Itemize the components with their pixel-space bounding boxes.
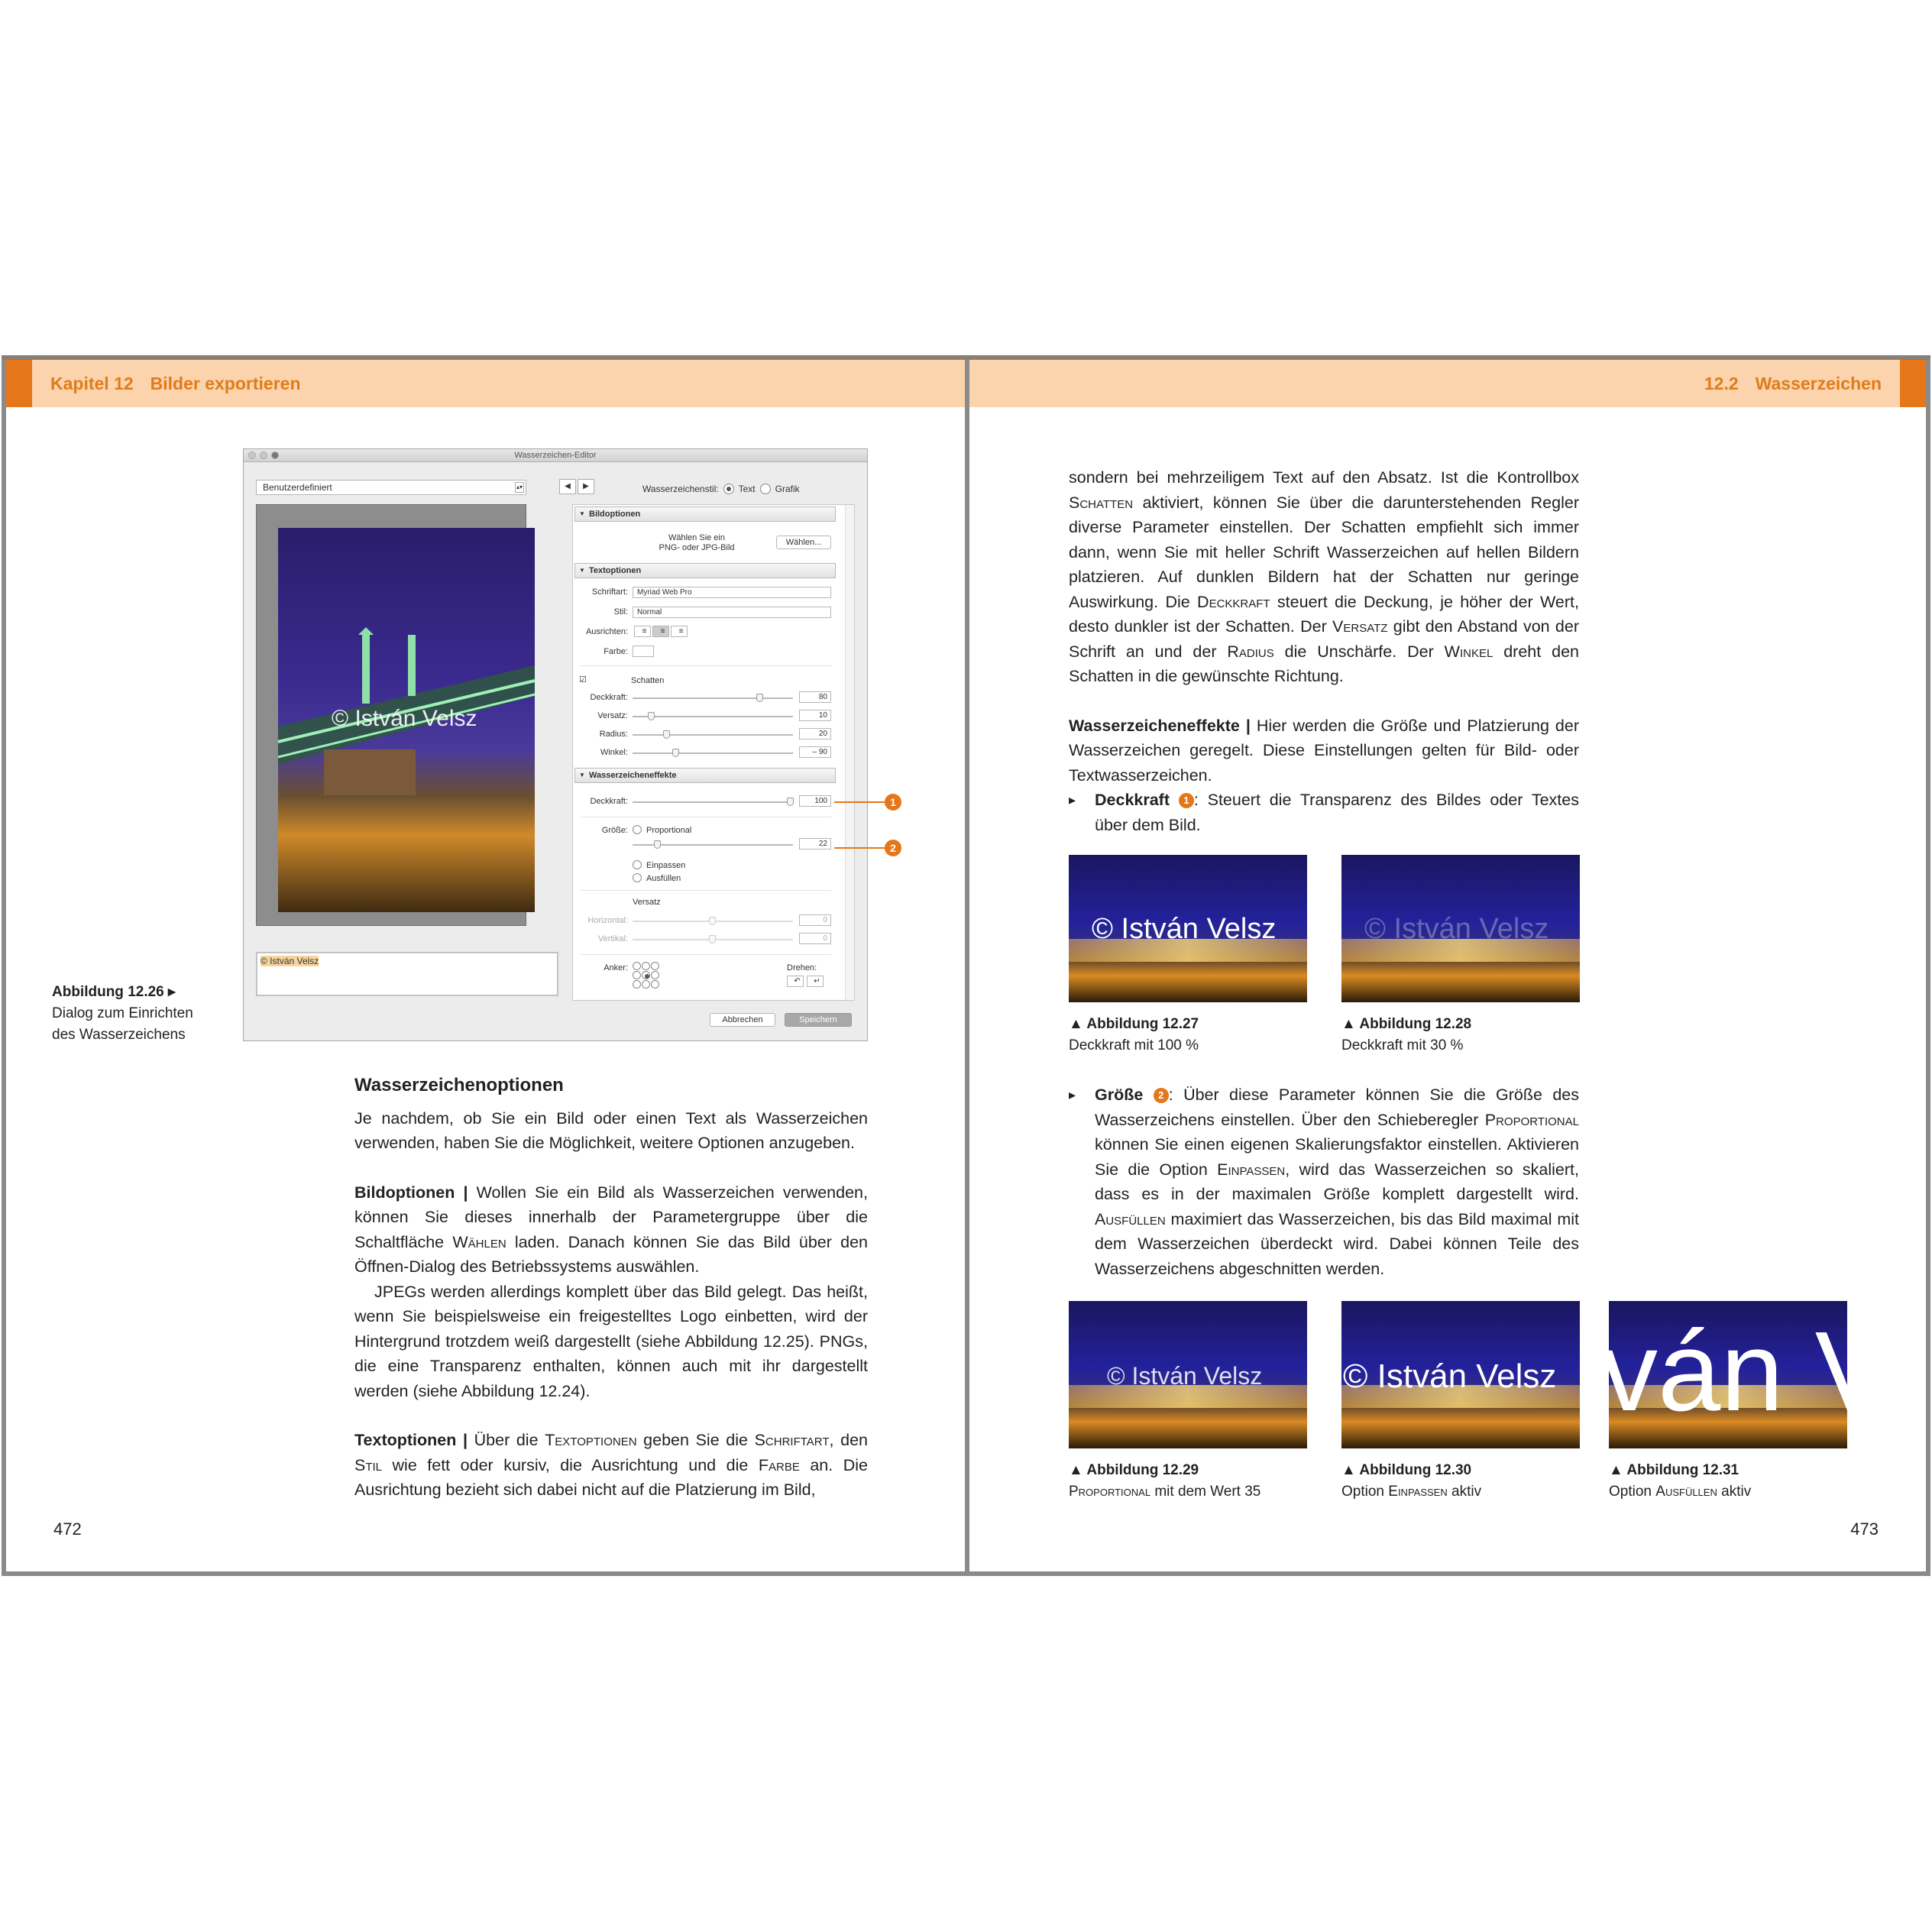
shadow-checkbox-icon: ☑ (579, 675, 587, 684)
divider (581, 890, 831, 891)
image-hint-line1: Wählen Sie ein (668, 533, 725, 542)
chapter-number: Kapitel 12 (50, 373, 134, 393)
color-label: Farbe: (604, 647, 628, 656)
radio-graphic-icon (760, 484, 771, 494)
window-title: Wasserzeichen-Editor (514, 451, 597, 460)
watermark-text-field (256, 952, 558, 996)
thumb-watermark: © István Velsz (1092, 913, 1277, 945)
style-field-label: Stil: (613, 607, 628, 616)
radio-proportional-icon (633, 825, 642, 834)
close-dot-icon (248, 451, 256, 459)
font-select: Myriad Web Pro (633, 587, 831, 598)
proportional-label: Proportional (646, 826, 692, 835)
figure-12-31-caption: ▲ Abbildung 12.31 Option Ausfüllen aktiv (1609, 1462, 1752, 1500)
size-label: Größe: (601, 826, 628, 835)
style-label: Wasserzeichenstil: (642, 484, 719, 494)
next-arrow-icon: ▶ (578, 479, 594, 494)
options-panel (572, 504, 855, 1001)
shadow-angle-value: – 90 (799, 746, 831, 758)
page-number: 473 (1850, 1519, 1879, 1539)
section-image-options: ▼ Bildoptionen (574, 506, 836, 522)
effects-opacity-value: 100 (799, 795, 831, 807)
thumb-watermark: © István Velsz (1107, 1362, 1263, 1390)
shadow-angle-slider (633, 752, 793, 754)
figure-12-27-image (1069, 855, 1307, 1002)
paragraph-image-options: Bildoptionen | Wollen Sie ein Bild als Wasserzeichen verwenden, können Sie dieses innerhalb der Parametergruppe über die Schaltfläche Wählen laden. Danach können Sie das Bild über den Öffnen-Dialog des Betriebssystems auswählen. (354, 1183, 868, 1276)
align-right-icon: ≡ (671, 626, 688, 637)
figure-12-28-image (1341, 855, 1580, 1002)
divider (581, 954, 831, 955)
section-title: Wasserzeichen (1755, 373, 1882, 393)
figure-12-29-image (1069, 1301, 1307, 1448)
align-left-icon: ≡ (634, 626, 651, 637)
horizontal-slider (633, 921, 793, 922)
figure-caption-line1: Dialog zum Einrichten (52, 1005, 193, 1021)
font-label: Schriftart: (591, 587, 628, 597)
left-body-text (354, 1073, 868, 1503)
radio-fit-icon (633, 860, 642, 869)
radio-text-icon (723, 484, 734, 494)
fit-label: Einpassen (646, 861, 686, 870)
shadow-opacity-slider (633, 697, 793, 699)
section-heading: Wasserzeichenoptionen (354, 1075, 564, 1095)
book-spread (0, 355, 1932, 1576)
size-value: 22 (799, 838, 831, 849)
shadow-radius-label: Radius: (599, 730, 628, 739)
preview-area (256, 504, 526, 926)
right-page (966, 355, 1930, 1576)
fill-label: Ausfüllen (646, 874, 681, 883)
bullet-size: ▸ Größe 2 : Über diese Parameter können Sie die Größe des Wasserzeichens einstellen. Über den Schieberegler Proportional können Sie einen eigenen Skalierungsfaktor einstellen. Aktivieren Sie die Option Einpassen, wird das Wasserzeichen so skaliert, dass es in der maximalen Größe komplett dargestellt wird. Ausfüllen maximiert das Wasserzeichen, bis das Bild maximal mit dem Wasserzeichen überdeckt wird. Dabei können Teile des Wasserzeichens abgeschnitten werden. (1069, 1083, 1579, 1281)
panel-scrollbar (845, 505, 854, 1000)
bullet-opacity: ▸ Deckkraft 1 : Steuert die Transparenz des Bildes oder Textes über dem Bild. (1069, 788, 1579, 837)
thumb-watermark: ván V (1601, 1309, 1891, 1435)
shadow-opacity-label: Deckkraft: (590, 693, 628, 702)
style-graphic-label: Grafik (775, 484, 800, 494)
thumb-tab (6, 360, 32, 407)
left-page (2, 355, 968, 1576)
align-center-icon: ≡ (652, 626, 669, 637)
shadow-offset-value: 10 (799, 710, 831, 721)
paragraph-text-options: Textoptionen | Über die Textoptionen geben Sie die Schriftart, den Stil wie fett oder kursiv, die Ausrichtung und die Farbe an. Die Ausrichtung bezieht sich dabei nicht auf die Platzierung im Bild, (354, 1431, 868, 1499)
shadow-label: Schatten (631, 676, 665, 685)
shadow-angle-label: Winkel: (600, 748, 628, 757)
shadow-offset-label: Versatz: (597, 711, 628, 720)
figure-12-29-caption: ▲ Abbildung 12.29 Proportional mit dem Wert 35 (1069, 1462, 1261, 1500)
rotate-cw-icon: ↵ (807, 976, 824, 987)
horizontal-value: 0 (799, 914, 831, 926)
rotate-buttons (787, 976, 824, 987)
divider (581, 665, 831, 666)
shadow-opacity-value: 80 (799, 691, 831, 703)
align-buttons (634, 626, 688, 637)
effects-opacity-label: Deckkraft: (590, 797, 628, 806)
horizontal-label: Horizontal: (587, 916, 628, 925)
callout-line-1 (834, 801, 889, 803)
zoom-dot-icon (271, 451, 279, 459)
cancel-button: Abbrechen (710, 1013, 775, 1027)
running-head (6, 360, 965, 407)
preview-watermark: © István Velsz (332, 706, 477, 731)
rotate-ccw-icon: ↶ (787, 976, 804, 987)
figure-12-30-caption: ▲ Abbildung 12.30 Option Einpassen aktiv (1341, 1462, 1482, 1500)
watermark-editor-screenshot (243, 448, 868, 1041)
style-text-label: Text (738, 484, 756, 494)
window-controls (248, 451, 279, 459)
section-number: 12.2 (1704, 373, 1739, 393)
minimize-dot-icon (260, 451, 267, 459)
callout-line-2 (834, 847, 889, 849)
page-number: 472 (53, 1519, 82, 1539)
image-hint-line2: PNG- oder JPG-Bild (659, 543, 735, 552)
vertical-value: 0 (799, 933, 831, 944)
anchor-grid-icon (633, 962, 659, 989)
paragraph-effects: Wasserzeicheneffekte | Hier werden die Größe und Platzierung der Wasserzeichen geregelt. Diese Einstellungen gelten für Bild- oder Textwasserzeichen. (1069, 716, 1579, 785)
right-body-text-size (1069, 1083, 1579, 1281)
effects-opacity-slider (633, 801, 793, 803)
figure-12-27-caption: ▲ Abbildung 12.27 Deckkraft mit 100 % (1069, 1016, 1199, 1053)
thumb-watermark: © István Velsz (1343, 1358, 1557, 1395)
paragraph-intro: Je nachdem, ob Sie ein Bild oder einen Text als Wasserzeichen verwenden, haben Sie die Möglichkeit, weitere Optionen anzugeben. (354, 1108, 868, 1152)
thumb-tab (1900, 360, 1926, 407)
chevron-updown-icon: ▴▾ (515, 482, 524, 493)
preview-nav (559, 479, 594, 494)
rotate-label: Drehen: (787, 963, 817, 972)
window-titlebar (244, 449, 867, 462)
anchor-label: Anker: (604, 963, 628, 972)
chapter-title: Bilder exportieren (150, 373, 301, 393)
thumb-watermark: © István Velsz (1364, 913, 1549, 945)
shadow-offset-slider (633, 716, 793, 717)
preview-photo (278, 528, 535, 912)
style-select: Normal (633, 607, 831, 618)
figure-12-30-image (1341, 1301, 1580, 1448)
preset-select (256, 480, 526, 495)
shadow-radius-value: 20 (799, 728, 831, 739)
save-button: Speichern (785, 1013, 852, 1027)
figure-12-31-image (1601, 1301, 1891, 1448)
align-label: Ausrichten: (585, 627, 628, 636)
figure-12-28-caption: ▲ Abbildung 12.28 Deckkraft mit 30 % (1341, 1016, 1472, 1053)
size-slider (633, 844, 793, 846)
section-effects: ▼ Wasserzeicheneffekte (574, 768, 836, 783)
color-swatch (633, 646, 654, 657)
watermark-style (642, 484, 800, 494)
running-head (969, 360, 1926, 407)
radio-fill-icon (633, 873, 642, 882)
callout-1: 1 (885, 794, 901, 811)
shadow-radius-slider (633, 734, 793, 736)
paragraph-shadow: sondern bei mehrzeiligem Text auf den Absatz. Ist die Kontrollbox Schatten aktiviert, können Sie über die darunterstehenden Regler diverse Parameter einstellen. Der Schatten empfiehlt sich immer dann, wenn Sie mit heller Schrift Wasserzeichen auf hellen Bildern platzieren. Auf dunklen Bildern hat der Schatten nur geringe Auswirkung. Die Deckkraft steuert die Deckung, je höher der Wert, desto dunkler ist der Schatten. Der Versatz gibt den Abstand von der Schrift an und der Radius die Unschärfe. Der Winkel dreht den Schatten in die gewünschte Richtung. (1069, 468, 1579, 685)
inset-label: Versatz (633, 898, 661, 907)
section-text-options: ▼ Textoptionen (574, 563, 836, 578)
prev-arrow-icon: ◀ (559, 479, 576, 494)
watermark-text-value: © István Velsz (261, 956, 319, 966)
figure-label: Abbildung 12.26 ▸ (52, 984, 176, 1000)
choose-image-button: Wählen... (776, 536, 831, 549)
image-hint (643, 533, 750, 553)
vertical-label: Vertikal: (597, 934, 628, 943)
paragraph-jpeg: JPEGs werden allerdings komplett über das Bild gelegt. Das heißt, wenn Sie beispielsweise ein freigestelltes Logo einbetten, wird der Hintergrund trotzdem weiß dargestellt (siehe Abbildung 12.25). PNGs, die eine Transparenz enthalten, können auch mit ihr dargestellt werden (siehe Abbildung 12.24). (354, 1282, 868, 1400)
callout-2: 2 (885, 840, 901, 856)
vertical-slider (633, 939, 793, 940)
right-body-text-top (1069, 465, 1579, 837)
figure-caption-line2: des Wasserzeichens (52, 1027, 186, 1043)
preset-value: Benutzerdefiniert (263, 482, 332, 493)
figure-caption-12-26 (52, 982, 193, 1046)
